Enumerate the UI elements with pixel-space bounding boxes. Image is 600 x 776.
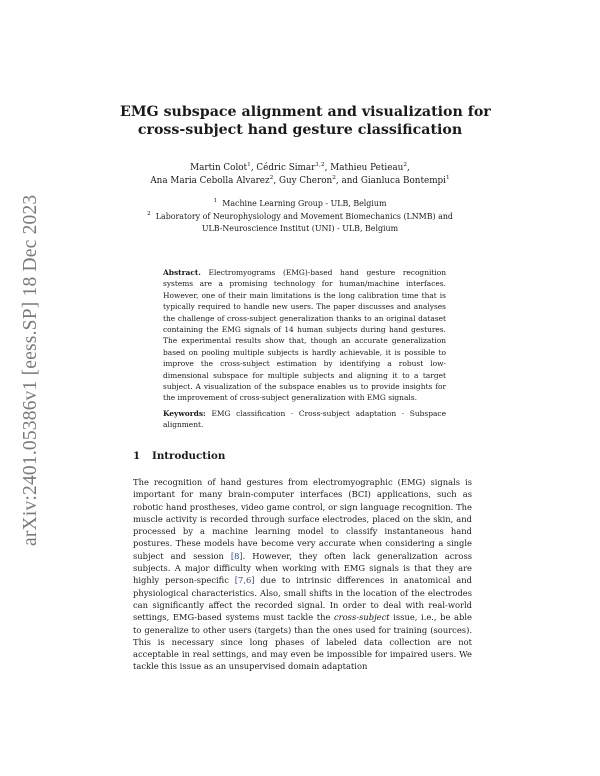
affiliation-2-continued: ULB-Neuroscience Institut (UNI) - ULB, Belgium [201,224,399,233]
paper-title [120,103,491,139]
abstract-text: Electromyograms (EMG)-based hand gesture recognition systems are a promising technology for human/machine interfaces. However, one of their main limitations is the long calibration time that is typically required to handle new users. The paper discusses and analyses the challenge of cross-subject generalization thanks to an original dataset containing the EMG signals of 14 human subjects during hand gestures. The experimental results show that, though an accurate generalization based on pooling multiple subjects is hardly achievable, it is possible to improve the cross-subject estimation by identifying a robust low-dimensional subspace for multiple subjects and aligning it to a target subject. A visualization of the subspace enables us to provide insights for the improvement of cross-subject generalization with EMG signals. [163,268,446,403]
citation-link[interactable]: [8] [230,550,243,561]
abstract-label: Abstract. [163,268,201,277]
author-name: Cédric Simar [256,163,316,173]
keywords [163,408,446,431]
affiliations [95,198,505,236]
keywords-label: Keywords: [163,409,206,418]
keywords-text: EMG classification · Cross-subject adaptation · Subspace alignment. [163,409,446,430]
arxiv-identifier-stamp: arXiv:2401.05386v1 [eess.SP] 18 Dec 2023 [20,194,41,546]
author-line-2: Ana Maria Cebolla Alvarez$^2$, Guy Cheron$^2$, and Gianluca Bontempi$^1$ [150,175,450,186]
author-name: Ana Maria Cebolla Alvarez [150,176,270,186]
author-list [95,162,505,188]
author-name: Mathieu Petieau [330,163,404,173]
author-name: Martin Colot [190,163,248,173]
introduction-paragraph: The recognition of hand gestures from electromyographic (EMG) signals is important for many brain-computer interfaces (BCI) applications, such as robotic hand prostheses, video game control, or sign language recognition. The muscle activity is recorded through surface electrodes, placed on the skin, and processed by a machine learning model to classify instantaneous hand postures. These models have become very accurate when considering a single subject and session [8]. However, they often lack generalization across subjects. A major difficulty when working with EMG signals is that they are highly person-specific [7,6] due to intrinsic differences in anatomical and physiological characteristics. Also, small shifts in the location of the electrodes can significantly affect the recorded signal. In order to deal with real-world settings, EMG-based systems must tackle the cross-subject issue, i.e., be able to generalize to other users (targets) than the ones used for training (sources). This is necessary since long phases of labeled data collection are not acceptable in real settings, and may even be impossible for impaired users. We tackle this issue as an unsupervised domain adaptation [133,477,473,672]
citation-link[interactable]: [7,6] [234,575,255,586]
author-affiliation-mark: 1 [247,162,251,168]
italic-term: cross-subject [334,612,390,623]
title-line-2: cross-subject hand gesture classification [137,122,463,138]
author-name: Guy Cheron [278,176,333,186]
author-affiliation-mark: 2 [269,175,274,181]
section-heading-introduction [133,449,473,463]
affiliation-1: $^1$ Machine Learning Group - ULB, Belgium [213,198,387,208]
author-affiliation-mark: 2 [403,162,408,168]
author-affiliation-mark: 2 [332,175,336,181]
author-affiliation-mark: 1,2 [315,162,325,168]
section-number: 1 [133,450,141,462]
abstract [163,267,446,404]
affiliation-2: $^2$ Laboratory of Neurophysiology and Movement Biomechanics (LNMB) and [147,210,453,221]
author-affiliation-mark: 1 [445,175,450,181]
section-title: Introduction [152,450,226,462]
author-name: Gianluca Bontempi [360,176,446,186]
author-line-1: Martin Colot$^1$, Cédric Simar$^{1,2}$, Mathieu Petieau$^2$, [190,162,410,173]
title-line-1: EMG subspace alignment and visualization for [120,104,491,120]
